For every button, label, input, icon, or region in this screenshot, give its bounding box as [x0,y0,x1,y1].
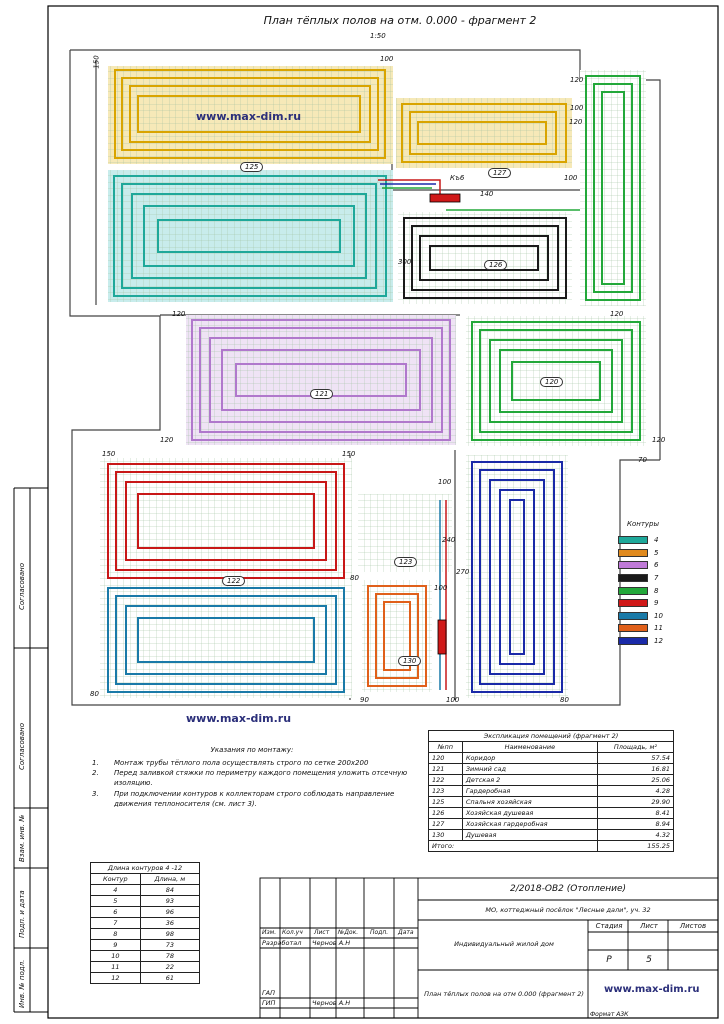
table-cell: 4 [91,885,141,896]
table-cell: 8 [91,929,141,940]
gap-label: ГАП [262,989,275,997]
collector-label: Къ6 [450,174,465,182]
drawing-title: План тёплых полов на отм. 0.000 - фрагмент 2 [263,14,537,27]
dim-label: 100 [438,478,452,486]
table-cell: 127 [429,819,463,830]
dim-label: 80 [350,574,359,582]
dim-label: 150 [102,450,116,458]
room-tag-121: 121 [310,389,333,399]
note-number: 2. [92,769,99,778]
total-value: 155.25 [597,841,673,852]
room-tag-127: 127 [488,168,511,178]
dim-label: 300 [398,258,412,266]
developed-label: Разработал [262,939,302,947]
sheet-label: Лист [640,922,658,930]
table-cell: 78 [140,951,199,962]
legend-label: 11 [654,624,663,633]
table-cell: 7 [91,918,141,929]
sheets-label: Листов [679,922,707,930]
dim-label: 100 [446,696,460,704]
col-header: Площадь, м² [597,742,673,753]
table-cell: Коридор [462,753,597,764]
table-cell: 8.94 [597,819,673,830]
drawing-scale: 1:50 [370,32,386,40]
dim-label: 120 [172,310,186,318]
table-cell: 36 [140,918,199,929]
note-text: При подключении контуров к коллекторам строго соблюдать направление движения теплоносителя (см. лист 3). [114,789,395,808]
table-cell: 121 [429,764,463,775]
room-tag-120: 120 [540,377,563,387]
dim-label: 80 [90,690,99,698]
developed-name: Чернов А.Н [312,939,351,947]
legend-label: 9 [654,599,659,608]
dim-label: 90 [360,696,369,704]
dim-label: 120 [610,310,624,318]
legend-label: 8 [654,586,659,595]
table-cell: Спальня хозяйская [462,797,597,808]
dim-label: 120 [569,118,583,126]
note-number: 1. [92,759,99,768]
table-cell: Хозяйская душевая [462,808,597,819]
col-header: Наименование [462,742,597,753]
project-code: 2/2018-ОВ2 (Отопление) [509,884,627,894]
table-cell: 57.54 [597,753,673,764]
sheet-value: 5 [646,955,652,965]
watermark-stamp: www.max-dim.ru [604,984,700,995]
total-label: Итого: [429,841,598,852]
format-label: Формат А3К [590,1011,629,1018]
dim-label: 120 [652,436,666,444]
table-cell: 22 [140,962,199,973]
dim-label: 240 [442,536,456,544]
dim-label: 100 [434,584,448,592]
table-cell: Детская 2 [462,775,597,786]
table-cell: 9 [91,940,141,951]
side-inv-orig: Инв. № подл. [18,959,26,1008]
note-number: 3. [92,789,99,798]
explication-title: Экспликация помещений (фрагмент 2) [429,731,674,742]
table-cell: 96 [140,907,199,918]
col-list: Лист [314,929,330,936]
table-cell: 29.90 [597,797,673,808]
table-cell: 73 [140,940,199,951]
table-cell: Гардеробная [462,786,597,797]
table-cell: 84 [140,885,199,896]
legend-label: 7 [654,574,659,583]
table-cell: 122 [429,775,463,786]
table-cell: 125 [429,797,463,808]
table-cell: Хозяйская гардеробная [462,819,597,830]
table-cell: 12 [91,973,141,984]
dim-label: 80 [560,696,569,704]
project-address: МО, коттеджный посёлок "Лесные дали", уч. 32 [485,906,651,914]
legend-label: 12 [654,637,663,646]
table-cell: Душевая [462,830,597,841]
legend-label: 10 [654,611,663,620]
col-sign: Подп. [370,929,389,936]
legend-title: Контуры [626,520,660,528]
room-tag-130: 130 [398,656,421,666]
room-tag-126: 126 [484,260,507,270]
legend-label: 5 [654,548,659,557]
col-date: Дата [398,929,414,936]
dim-label: 120 [570,76,584,84]
gip-label: ГИП [262,999,276,1007]
table-cell: 130 [429,830,463,841]
col-header: №пп [429,742,463,753]
table-cell: 4.32 [597,830,673,841]
sheet-title: План тёплых полов на отм 0.000 (фрагмент 2) [424,990,584,998]
dim-label: 100 [380,55,394,63]
dim-label: 100 [564,174,578,182]
gip-name: Чернов А.Н [312,999,351,1007]
table-cell: 4.28 [597,786,673,797]
dim-label: 270 [456,568,470,576]
object-name: Индивидуальный жилой дом [454,940,554,948]
side-inv-swap: Взам. инв. № [18,814,26,862]
table-cell: 98 [140,929,199,940]
lengths-title: Длина контуров 4 -12 [91,863,200,874]
table-cell: 123 [429,786,463,797]
table-cell: 11 [91,962,141,973]
table-cell: 61 [140,973,199,984]
stage-label: Стадия [595,922,623,930]
table-cell: Зимний сад [462,764,597,775]
side-sign-date: Подп. и дата [18,890,26,938]
dim-label: 120 [160,436,174,444]
table-cell: 10 [91,951,141,962]
col-header: Длина, м [140,874,199,885]
col-kolvo: Кол.уч [282,929,303,936]
table-cell: 5 [91,896,141,907]
legend-label: 4 [654,536,659,545]
watermark-mid: www.max-dim.ru [186,712,292,725]
table-cell: 8.41 [597,808,673,819]
note-text: Перед заливкой стяжки по периметру каждого помещения уложить отсечную изоляцию. [114,769,408,788]
col-doc: №Док. [338,929,359,936]
dim-label: 100 [570,104,584,112]
room-tag-125: 125 [240,162,263,172]
watermark-top: www.max-dim.ru [196,110,302,123]
dim-label: 150 [92,55,101,69]
col-izm: Изм. [262,929,277,936]
table-cell: 6 [91,907,141,918]
table-cell: 25.06 [597,775,673,786]
dim-label: 140 [480,190,494,198]
room-tag-123: 123 [394,557,417,567]
room-tag-122: 122 [222,576,245,586]
notes-heading: Указания по монтажу: [210,746,294,754]
side-agreed-2: Согласовано [18,722,26,770]
table-cell: 16.81 [597,764,673,775]
table-cell: 120 [429,753,463,764]
table-cell: 126 [429,808,463,819]
dim-label: 150 [342,450,356,458]
side-agreed-1: Согласовано [18,562,26,610]
note-text: Монтаж трубы тёплого пола осуществлять строго по сетке 200х200 [114,759,369,768]
stage-value: Р [606,955,612,965]
col-header: Контур [91,874,141,885]
table-cell: 93 [140,896,199,907]
dim-label: 70 [638,456,647,464]
legend-label: 6 [654,561,659,570]
